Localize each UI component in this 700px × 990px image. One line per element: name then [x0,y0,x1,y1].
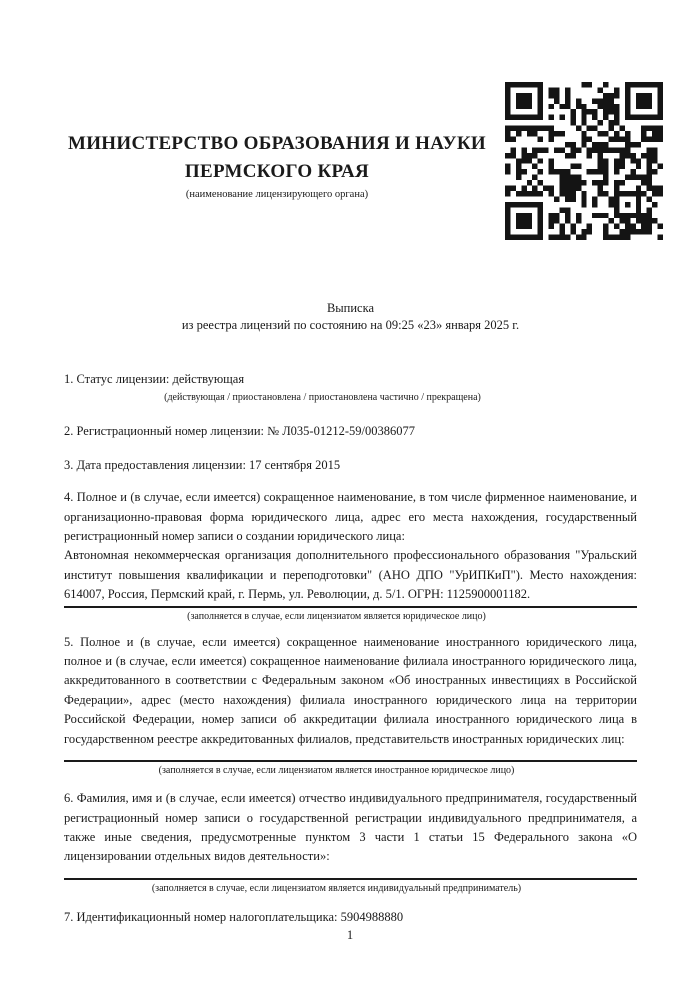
page-number: 1 [346,928,354,942]
item-legal-entity [64,488,637,622]
item-license-date [64,456,637,475]
ministry-name-line2: ПЕРМСКОГО КРАЯ [184,161,370,182]
item-individual-entrepreneur [64,789,637,895]
legal-entity-caption: (заполняется в случае, если лицензиатом является юридическое лицо) [187,610,486,622]
ministry-header [64,130,490,202]
license-status-text: 1. Статус лицензии: действующая [64,372,245,386]
license-date-text: 3. Дата предоставления лицензии: 17 сентября 2015 [64,457,341,472]
document-title [64,300,637,334]
individual-entrepreneur-blank-field [64,867,637,880]
qr-code-icon [505,82,663,240]
foreign-entity-blank-field [64,749,637,762]
foreign-entity-question: 5. Полное и (в случае, если имеется) сокращенное наименование иностранного юридического лица, полное и (в случае, если имеется) сокращенное наименование филиала иностранного юридического лица, аккредитованного в соответствии с Федеральным законом «Об иностранных инвестициях в Российской Федерации», адрес (место нахождения) филиала иностранного юридического лица на территории Российской Федерации, номер записи об аккредитации филиала иностранного юридического лица в государственном реестре аккредитованных филиалов, представительств иностранных юридических лиц: [64,634,637,746]
individual-entrepreneur-question: 6. Фамилия, имя и (в случае, если имеется) отчество индивидуального предпринимателя, государственный регистрационный номер записи о государственной регистрации индивидуального предпринимателя, а также иные сведения, предусмотренные пунктом 3 части 1 статьи 15 Федерального закона «О лицензировании отдельных видов деятельности»: [64,791,637,864]
legal-entity-question: 4. Полное и (в случае, если имеется) сокращенное наименование, в том числе фирменное наименование, и организационно-правовая форма юридического лица, адрес его места нахождения, государственный регистрационный номер записи о создании юридического лица: [64,490,637,544]
individual-entrepreneur-caption: (заполняется в случае, если лицензиатом является индивидуальный предприниматель) [151,882,522,894]
legal-entity-value: Автономная некоммерческая организация дополнительного профессионального образования "Уральский институт повышения квалификации и переподготовки" (АНО ДПО "УрИПКиП"). Место нахождения: 614007, Россия, Пермский край, г. Пермь, ул. Революции, д. 5/1. ОГРН: 1125900001182. [64,546,637,607]
document-title-line2: из реестра лицензий по состоянию на 09:25 «23» января 2025 г. [181,318,520,332]
document-title-line1: Выписка [326,301,375,315]
ministry-caption: (наименование лицензирующего органа) [185,189,369,200]
item-license-status [64,370,637,404]
license-status-caption: (действующая / приостановлена / приостановлена частично / прекращена) [164,392,481,404]
item-registration-number [64,422,637,441]
foreign-entity-caption: (заполняется в случае, если лицензиатом является иностранное юридическое лицо) [158,765,515,777]
document-body [64,300,637,927]
item-foreign-entity [64,633,637,777]
taxpayer-number-text: 7. Идентификационный номер налогоплательщика: 5904988880 [64,909,404,924]
ministry-name-line1: МИНИСТЕРСТВО ОБРАЗОВАНИЯ И НАУКИ [67,133,487,154]
registration-number-text: 2. Регистрационный номер лицензии: № Л035-01212-59/00386077 [64,424,415,439]
item-taxpayer-number [64,908,637,927]
